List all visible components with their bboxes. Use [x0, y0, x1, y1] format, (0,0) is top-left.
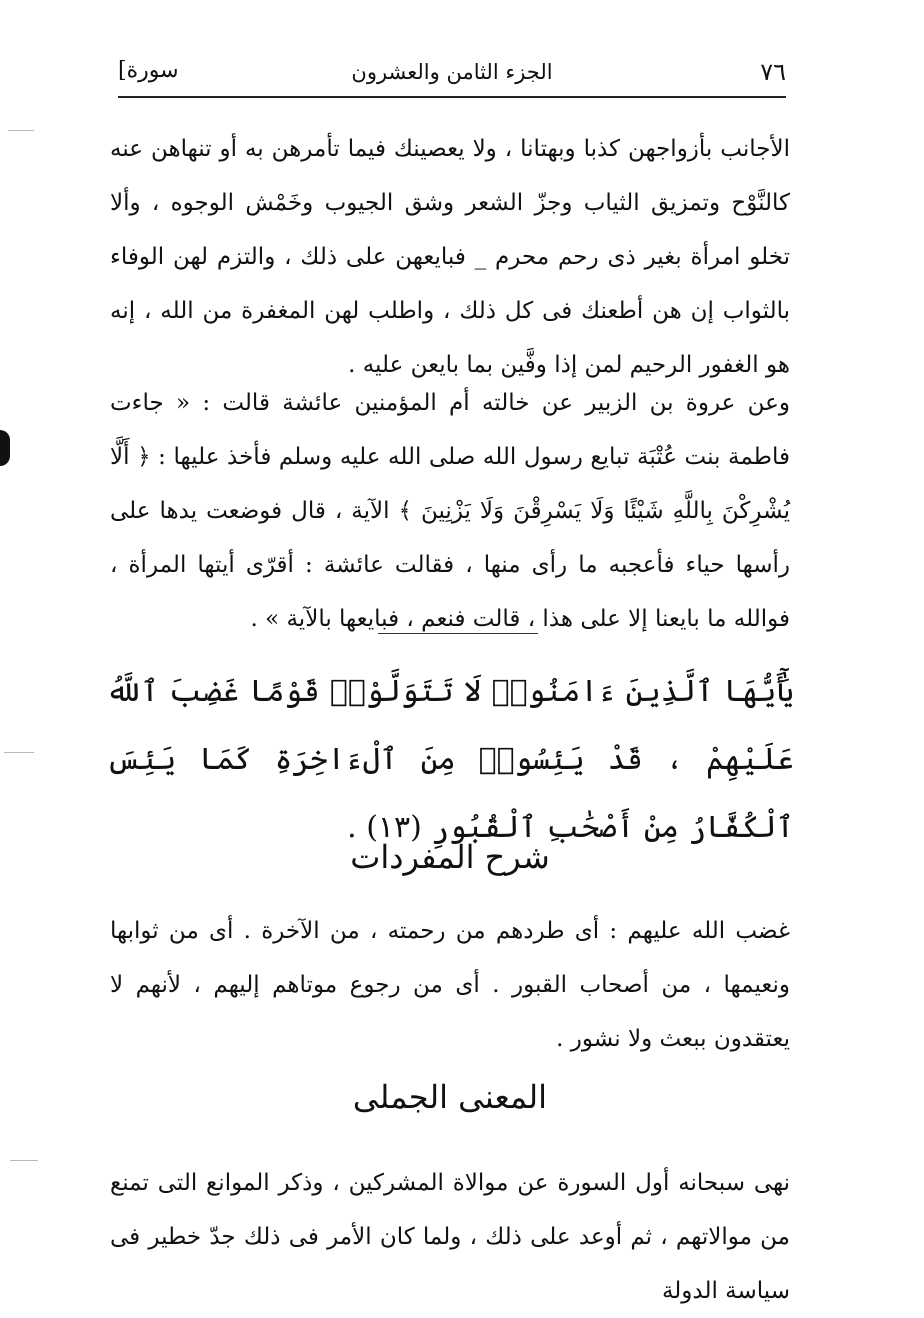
section-divider	[378, 633, 538, 634]
running-title: الجزء الثامن والعشرون	[351, 60, 553, 84]
scan-edge-mark	[0, 430, 10, 466]
scan-speck	[4, 752, 34, 753]
paragraph-vocabulary: غضب الله عليهم : أى طردهم من رحمته ، من الآخرة . أى من ثوابها ونعيمها ، من أصحاب القبور . أى من رجوع موتاهم إليهم ، لأنهم لا يعتقدون ببعث ولا نشور .	[110, 918, 790, 1052]
paragraph-hadith: وعن عروة بن الزبير عن خالته أم المؤمنين عائشة قالت : « جاءت فاطمة بنت عُتْبَة تبايع رسول الله صلى الله عليه وسلم فأخذ عليها : ﴿ أَلَّا يُشْرِكْنَ بِاللَّهِ شَيْئًا وَلَا يَسْرِقْنَ وَلَا يَزْنِينَ ﴾ الآية ، قال فوضعت يدها على رأسها حياء فأعجبه ما رأى منها ، فقالت عائشة : أقرّى أيتها المرأة ، فوالله ما بايعنا إلا على هذا ، قالت فنعم ، فبايعها بالآية » .	[110, 390, 790, 632]
scan-speck	[10, 1160, 38, 1161]
quran-verse: يَٰٓأَيُّهَا ٱلَّذِينَ ءَامَنُوا۟ لَا تَتَوَلَّوْا۟ قَوْمًا غَضِبَ ٱللَّهُ عَلَيْهِمْ ، قَدْ يَئِسُوا۟ مِنَ ٱلْءَاخِرَةِ كَمَا يَئِسَ ٱلْكُفَّارُ مِنْ أَصْحَٰبِ ٱلْقُبُورِ (١٣) .	[106, 674, 794, 845]
heading-general-meaning: المعنى الجملى	[352, 1078, 548, 1116]
paragraph-general-meaning: نهى سبحانه أول السورة عن موالاة المشركين ، وذكر الموانع التى تمنع من موالاتهم ، ثم أوعد على ذلك ، ولما كان الأمر فى ذلك جدّ خطير فى سياسة الدولة	[110, 1170, 790, 1304]
surah-label: [سورة	[118, 58, 179, 83]
page-number: ٧٦	[760, 58, 786, 86]
heading-vocabulary: شرح المفردات	[350, 838, 550, 876]
paragraph-commentary-1: الأجانب بأزواجهن كذبا وبهتانا ، ولا يعصينك فيما تأمرهن به أو تنهاهن عنه كالنَّوْح وتمزيق الثياب وجزّ الشعر وشق الجيوب وخَمْش الوجوه ، وألا تخلو امرأة بغير ذى رحم محرم _ فبايعهن على ذلك ، والتزم لهن الوفاء بالثواب إن هن أطعنك فى كل ذلك ، واطلب لهن المغفرة من الله ، إنه هو الغفور الرحيم لمن إذا وفَّين بما بايعن عليه .	[110, 136, 790, 378]
page-header	[118, 52, 786, 98]
scan-speck	[8, 130, 34, 131]
